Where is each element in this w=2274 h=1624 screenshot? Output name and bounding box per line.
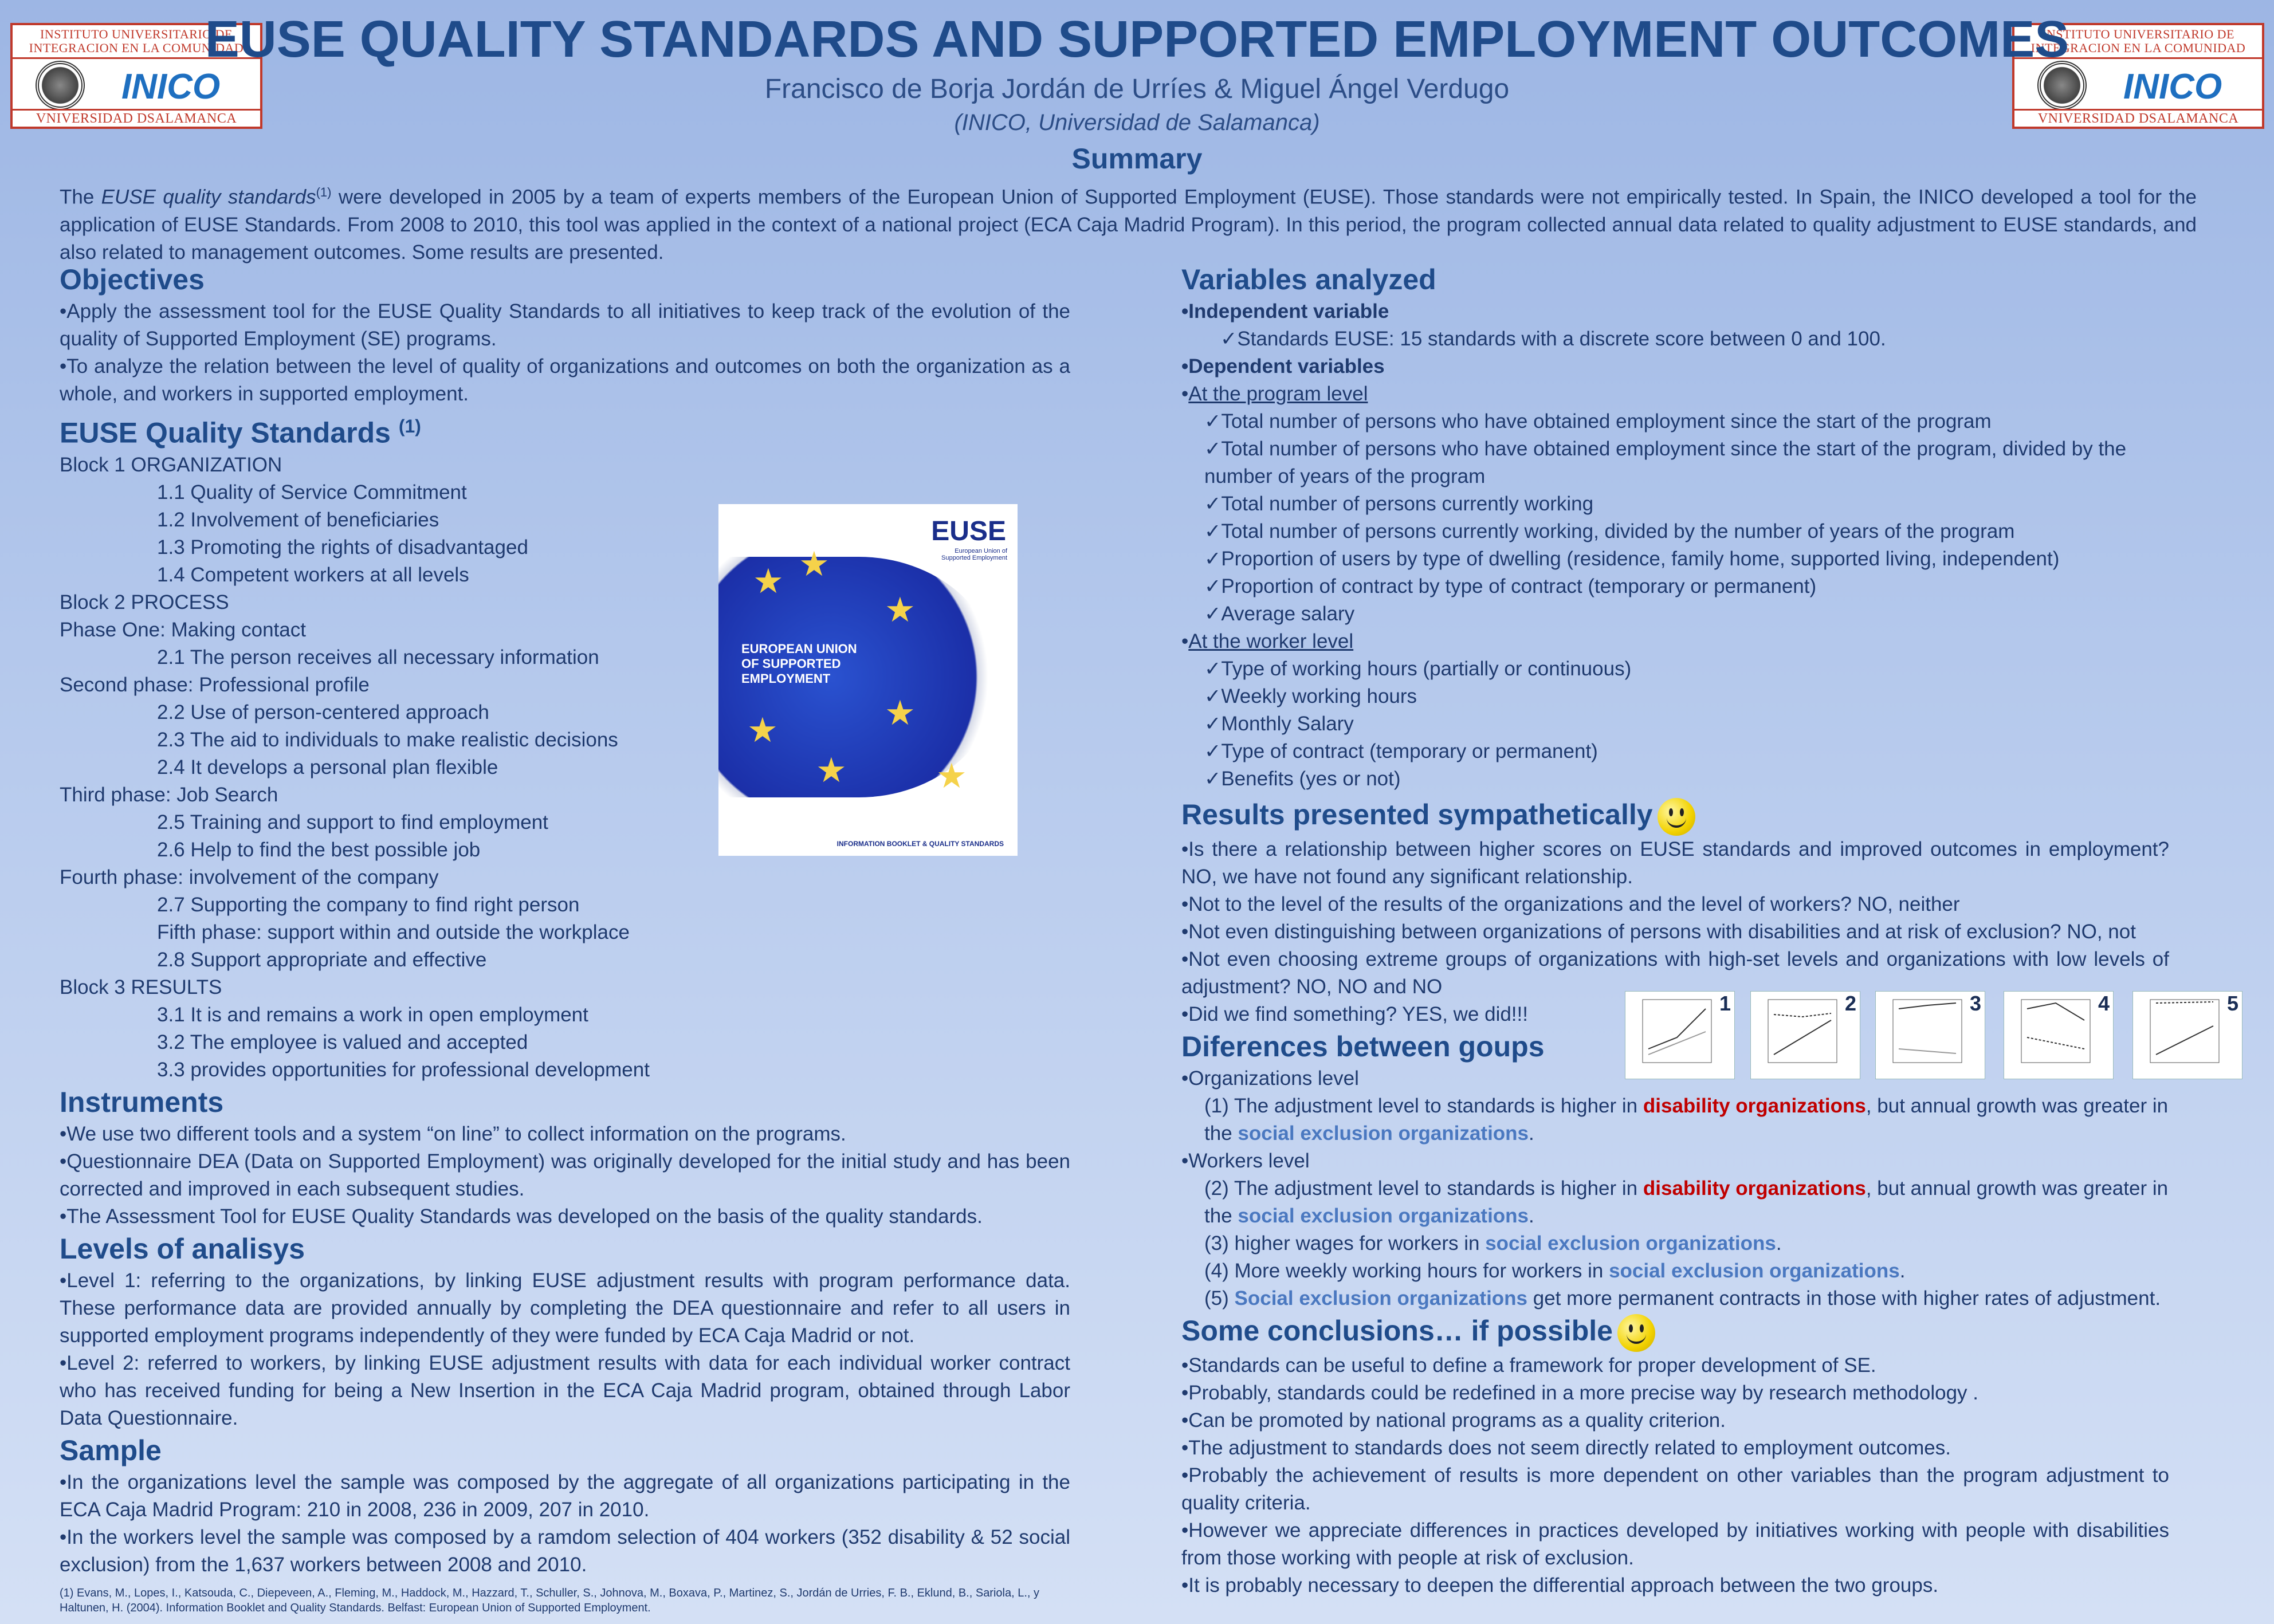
standard-line: Third phase: Job Search bbox=[60, 783, 278, 806]
program-variable-item: ✓Average salary bbox=[1204, 603, 1355, 625]
star-icon: ★ bbox=[885, 591, 916, 629]
standard-line: 2.4 It develops a personal plan flexible bbox=[157, 756, 498, 778]
standard-line: 2.8 Support appropriate and effective bbox=[157, 948, 487, 971]
conclusion-item: •Can be promoted by national programs as a quality criterion. bbox=[1181, 1409, 1726, 1432]
standards-heading: EUSE Quality Standards $^{(1)}$ bbox=[60, 416, 421, 449]
difference-item: (5) Social exclusion organizations get more permanent contracts in those with higher rates of adjustment. bbox=[1204, 1287, 2161, 1310]
chart-number: 3 bbox=[1969, 992, 1981, 1015]
standard-line: Block 3 RESULTS bbox=[60, 976, 222, 998]
left-column bbox=[60, 261, 1070, 1615]
logo-brand: INICO bbox=[2123, 67, 2222, 107]
workers-level-label: •Workers level bbox=[1181, 1149, 1310, 1172]
standard-line: Second phase: Professional profile bbox=[60, 673, 370, 696]
independent-item: ✓Standards EUSE: 15 standards with a discrete score between 0 and 100. bbox=[1220, 328, 1886, 350]
instruments-heading: Instruments bbox=[60, 1086, 224, 1118]
program-variable-item: ✓Total number of persons who have obtained employment since the start of the program, divided by the number of years of the program bbox=[1204, 438, 2127, 487]
star-icon: ★ bbox=[753, 562, 784, 600]
chart-number: 5 bbox=[2226, 992, 2238, 1015]
differences-heading: Diferences between goups bbox=[1181, 1030, 1545, 1063]
mini-chart-plot bbox=[1625, 992, 1734, 1079]
program-variable-item: ✓Total number of persons who have obtained employment since the start of the program bbox=[1204, 410, 1992, 432]
instrument-item: •Questionnaire DEA (Data on Supported Employment) was originally developed for the initial study and has been corrected and improved in each subsequent studies. bbox=[60, 1150, 1070, 1200]
levels-heading: Levels of analisys bbox=[60, 1232, 305, 1265]
conclusion-item: •It is probably necessary to deepen the differential approach between the two groups. bbox=[1181, 1574, 1939, 1597]
mini-chart-4 bbox=[2004, 991, 2114, 1079]
result-item: •Did we find something? YES, we did!!! bbox=[1181, 1002, 1528, 1025]
chart-number: 1 bbox=[1719, 992, 1731, 1015]
standard-line: 3.1 It is and remains a work in open employment bbox=[157, 1003, 588, 1026]
sample-list bbox=[60, 1469, 1070, 1579]
mini-chart-1 bbox=[1625, 991, 1735, 1079]
conclusion-item: •Probably the achievement of results is more dependent on other variables than the program adjustment to quality criteria. bbox=[1181, 1464, 2169, 1514]
mini-chart-plot bbox=[2004, 992, 2113, 1079]
program-level-label: •At the program level bbox=[1181, 383, 1368, 405]
standard-line: 1.2 Involvement of beneficiaries bbox=[157, 508, 439, 531]
poster-title: EUSE QUALITY STANDARDS AND SUPPORTED EMPLOYMENT OUTCOMES bbox=[205, 11, 2069, 68]
logo-bottom-text: VNIVERSIDAD DSALAMANCA bbox=[13, 109, 260, 127]
conclusion-item: •Standards can be useful to define a framework for proper development of SE. bbox=[1181, 1354, 1876, 1377]
standard-line: Fifth phase: support within and outside the workplace bbox=[157, 921, 630, 943]
difference-item: (1) The adjustment level to standards is higher in disability organizations, but annual growth was greater in the social exclusion organizations. bbox=[1204, 1094, 2169, 1145]
standard-line: Phase One: Making contact bbox=[60, 618, 306, 641]
level-item: •Level 1: referring to the organizations, by linking EUSE adjustment results with program performance data. These performance data are provided annually by completing the DEA questionnaire and refer to all users in supported employment programs independently of they were funded by ECA Caja Madrid or not. bbox=[60, 1269, 1070, 1347]
result-item: •Is there a relationship between higher scores on EUSE standards and improved outcomes in employment? NO, we have not found any significant relationship. bbox=[1181, 837, 2169, 888]
mini-chart-plot bbox=[1751, 992, 1860, 1079]
sample-item: •In the workers level the sample was composed by a ramdom selection of 404 workers (352 disability & 52 social exclusion) from the 1,637 workers between 2008 and 2010. bbox=[60, 1525, 1070, 1576]
instrument-item: •The Assessment Tool for EUSE Quality Standards was developed on the basis of the quality standards. bbox=[60, 1205, 983, 1228]
program-variable-item: ✓Total number of persons currently working bbox=[1204, 493, 1594, 515]
summary-heading: Summary bbox=[1071, 143, 1203, 175]
org-level-label: •Organizations level bbox=[1181, 1067, 1359, 1090]
differences-list bbox=[1181, 1065, 2192, 1312]
levels-list bbox=[60, 1267, 1070, 1432]
summary-text: The EUSE quality standards$^{(1)}$ were developed in 2005 by a team of experts members of the European Union of Supported Employment (EUSE). Those standards were not empirically tested. In Spain, the INICO developed a tool for the application of EUSE Standards. From 2008 to 2010, this tool was applied in the context of a national project (ECA Caja Madrid Program). In this period, the program collected annual data related to quality adjustment to EUSE standards, and also related to management outcomes. Some results are presented. bbox=[60, 185, 2197, 264]
standard-line: 2.5 Training and support to find employment bbox=[157, 811, 548, 833]
standard-line: 1.1 Quality of Service Commitment bbox=[157, 481, 467, 504]
logo-top-text: INSTITUTO UNIVERSITARIO DE INTEGRACION EN LA COMUNIDAD bbox=[2014, 27, 2262, 59]
program-variable-item: ✓Proportion of contract by type of contract (temporary or permanent) bbox=[1204, 575, 1817, 597]
level-item: •Level 2: referred to workers, by linking EUSE adjustment results with data for each individual worker contract who has received funding for being a New Insertion in the ECA Caja Madrid program, obtained through Labor Data Questionnaire. bbox=[60, 1351, 1070, 1429]
star-icon: ★ bbox=[885, 694, 916, 732]
instruments-list bbox=[60, 1120, 1070, 1230]
standard-line: 1.4 Competent workers at all levels bbox=[157, 563, 469, 586]
objective-item: •To analyze the relation between the level of quality of organizations and outcomes on both the organization as a whole, and workers in supported employment. bbox=[60, 355, 1070, 405]
results-heading: Results presented sympathetically bbox=[1181, 796, 2192, 836]
star-icon: ★ bbox=[747, 711, 778, 749]
conclusion-item: •Probably, standards could be redefined in a more precise way by research methodology . bbox=[1181, 1381, 1978, 1404]
result-item: •Not even distinguishing between organizations of persons with disabilities and at risk of exclusion? NO, not bbox=[1181, 920, 2136, 943]
cover-brand: EUSE bbox=[931, 516, 1006, 546]
instrument-item: •We use two different tools and a system “on line” to collect information on the programs. bbox=[60, 1122, 846, 1145]
mini-chart-5 bbox=[2132, 991, 2242, 1079]
worker-variable-item: ✓Monthly Salary bbox=[1204, 713, 1354, 735]
cover-footer: INFORMATION BOOKLET & QUALITY STANDARDS bbox=[836, 840, 1004, 848]
objectives-list bbox=[60, 298, 1070, 408]
star-icon: ★ bbox=[936, 757, 967, 795]
star-icon: ★ bbox=[799, 545, 830, 583]
program-variables-list bbox=[1181, 408, 2192, 628]
chart-number: 2 bbox=[1844, 992, 1856, 1015]
mini-chart-plot bbox=[2133, 992, 2242, 1079]
reference-note: (1) Evans, M., Lopes, I., Katsouda, C., Diepeveen, A., Fleming, M., Haddock, M., Hazzard, T., Schuller, S., Johnova, M., Boxava, P., Martinez, S., Jordán de Urries, F. B., Eklund, B., Sariola, L., y Haltunen, H. (2004). Information Booklet and Quality Standards. Belfast: European Union of Supported Employment. bbox=[60, 1586, 1040, 1614]
sample-item: •In the organizations level the sample was composed by the aggregate of all organizations participating in the ECA Caja Madrid Program: 210 in 2008, 236 in 2009, 207 in 2010. bbox=[60, 1470, 1070, 1521]
logo-top-text: INSTITUTO UNIVERSITARIO DE INTEGRACION EN LA COMUNIDAD bbox=[13, 27, 260, 59]
worker-variables-list bbox=[1181, 655, 2192, 793]
worker-variable-item: ✓Type of working hours (partially or continuous) bbox=[1204, 658, 1632, 680]
conclusion-item: •However we appreciate differences in practices developed by initiatives working with people with disabilities from those working with people at risk of exclusion. bbox=[1181, 1519, 2169, 1569]
smiley-icon bbox=[1658, 798, 1695, 836]
standard-line: 2.7 Supporting the company to find right person bbox=[157, 893, 580, 916]
euse-booklet-cover bbox=[718, 504, 1018, 856]
worker-level-label: •At the worker level bbox=[1181, 630, 1354, 652]
worker-variable-item: ✓Benefits (yes or not) bbox=[1204, 768, 1401, 790]
logo-brand: INICO bbox=[121, 67, 221, 107]
objective-item: •Apply the assessment tool for the EUSE Quality Standards to all initiatives to keep track of the evolution of the quality of Supported Employment (SE) programs. bbox=[60, 300, 1070, 350]
conclusions-list bbox=[1181, 1352, 2192, 1599]
result-item: •Not to the level of the results of the organizations and the level of workers? NO, neither bbox=[1181, 892, 1960, 915]
standard-line: 2.3 The aid to individuals to make realistic decisions bbox=[157, 728, 618, 751]
right-column bbox=[1181, 261, 2192, 1599]
program-variable-item: ✓Total number of persons currently working, divided by the number of years of the program bbox=[1204, 520, 2015, 542]
standard-line: Block 1 ORGANIZATION bbox=[60, 453, 282, 476]
variables-heading: Variables analyzed bbox=[1181, 264, 1436, 296]
standard-line: 1.3 Promoting the rights of disadvantaged bbox=[157, 536, 528, 559]
star-icon: ★ bbox=[816, 751, 847, 789]
standard-line: Fourth phase: involvement of the company bbox=[60, 866, 439, 888]
chart-number: 4 bbox=[2098, 992, 2110, 1015]
worker-variable-item: ✓Type of contract (temporary or permanent) bbox=[1204, 740, 1598, 762]
cover-subtitle: European Union of Supported Employment bbox=[941, 548, 1007, 561]
conclusions-heading: Some conclusions… if possible bbox=[1181, 1312, 2192, 1352]
standard-line: 2.1 The person receives all necessary information bbox=[157, 646, 599, 669]
result-item: •Not even choosing extreme groups of organizations with high-set levels and organizations with low levels of adjustment? NO, NO and NO bbox=[1181, 947, 2169, 998]
difference-item: (4) More weekly working hours for workers in social exclusion organizations. bbox=[1204, 1259, 1906, 1282]
cover-text: EUROPEAN UNION OF SUPPORTED EMPLOYMENT bbox=[741, 642, 857, 686]
conclusion-item: •The adjustment to standards does not seem directly related to employment outcomes. bbox=[1181, 1436, 1951, 1459]
objectives-heading: Objectives bbox=[60, 264, 205, 296]
poster-authors: Francisco de Borja Jordán de Urríes & Miguel Ángel Verdugo bbox=[764, 74, 1510, 104]
poster-affiliation: (INICO, Universidad de Salamanca) bbox=[954, 110, 1320, 135]
mini-chart-3 bbox=[1875, 991, 1985, 1079]
independent-label: •Independent variable bbox=[1181, 300, 1389, 323]
standard-line: Block 2 PROCESS bbox=[60, 591, 229, 614]
difference-item: (2) The adjustment level to standards is higher in disability organizations, but annual growth was greater in the social exclusion organizations. bbox=[1204, 1177, 2169, 1227]
mini-chart-plot bbox=[1876, 992, 1985, 1079]
sample-heading: Sample bbox=[60, 1434, 162, 1466]
logo-bottom-text: VNIVERSIDAD DSALAMANCA bbox=[2014, 109, 2262, 127]
mini-chart-2 bbox=[1750, 991, 1860, 1079]
worker-variable-item: ✓Weekly working hours bbox=[1204, 685, 1417, 707]
standard-line: 2.2 Use of person-centered approach bbox=[157, 701, 489, 723]
program-variable-item: ✓Proportion of users by type of dwelling (residence, family home, supported living, independent) bbox=[1204, 548, 2060, 570]
standard-line: 2.6 Help to find the best possible job bbox=[157, 838, 481, 861]
difference-item: (3) higher wages for workers in social exclusion organizations. bbox=[1204, 1232, 1782, 1255]
smiley-icon bbox=[1617, 1314, 1655, 1352]
standard-line: 3.3 provides opportunities for professional development bbox=[157, 1058, 650, 1081]
standard-line: 3.2 The employee is valued and accepted bbox=[157, 1031, 528, 1053]
dependent-label: •Dependent variables bbox=[1181, 355, 1385, 378]
